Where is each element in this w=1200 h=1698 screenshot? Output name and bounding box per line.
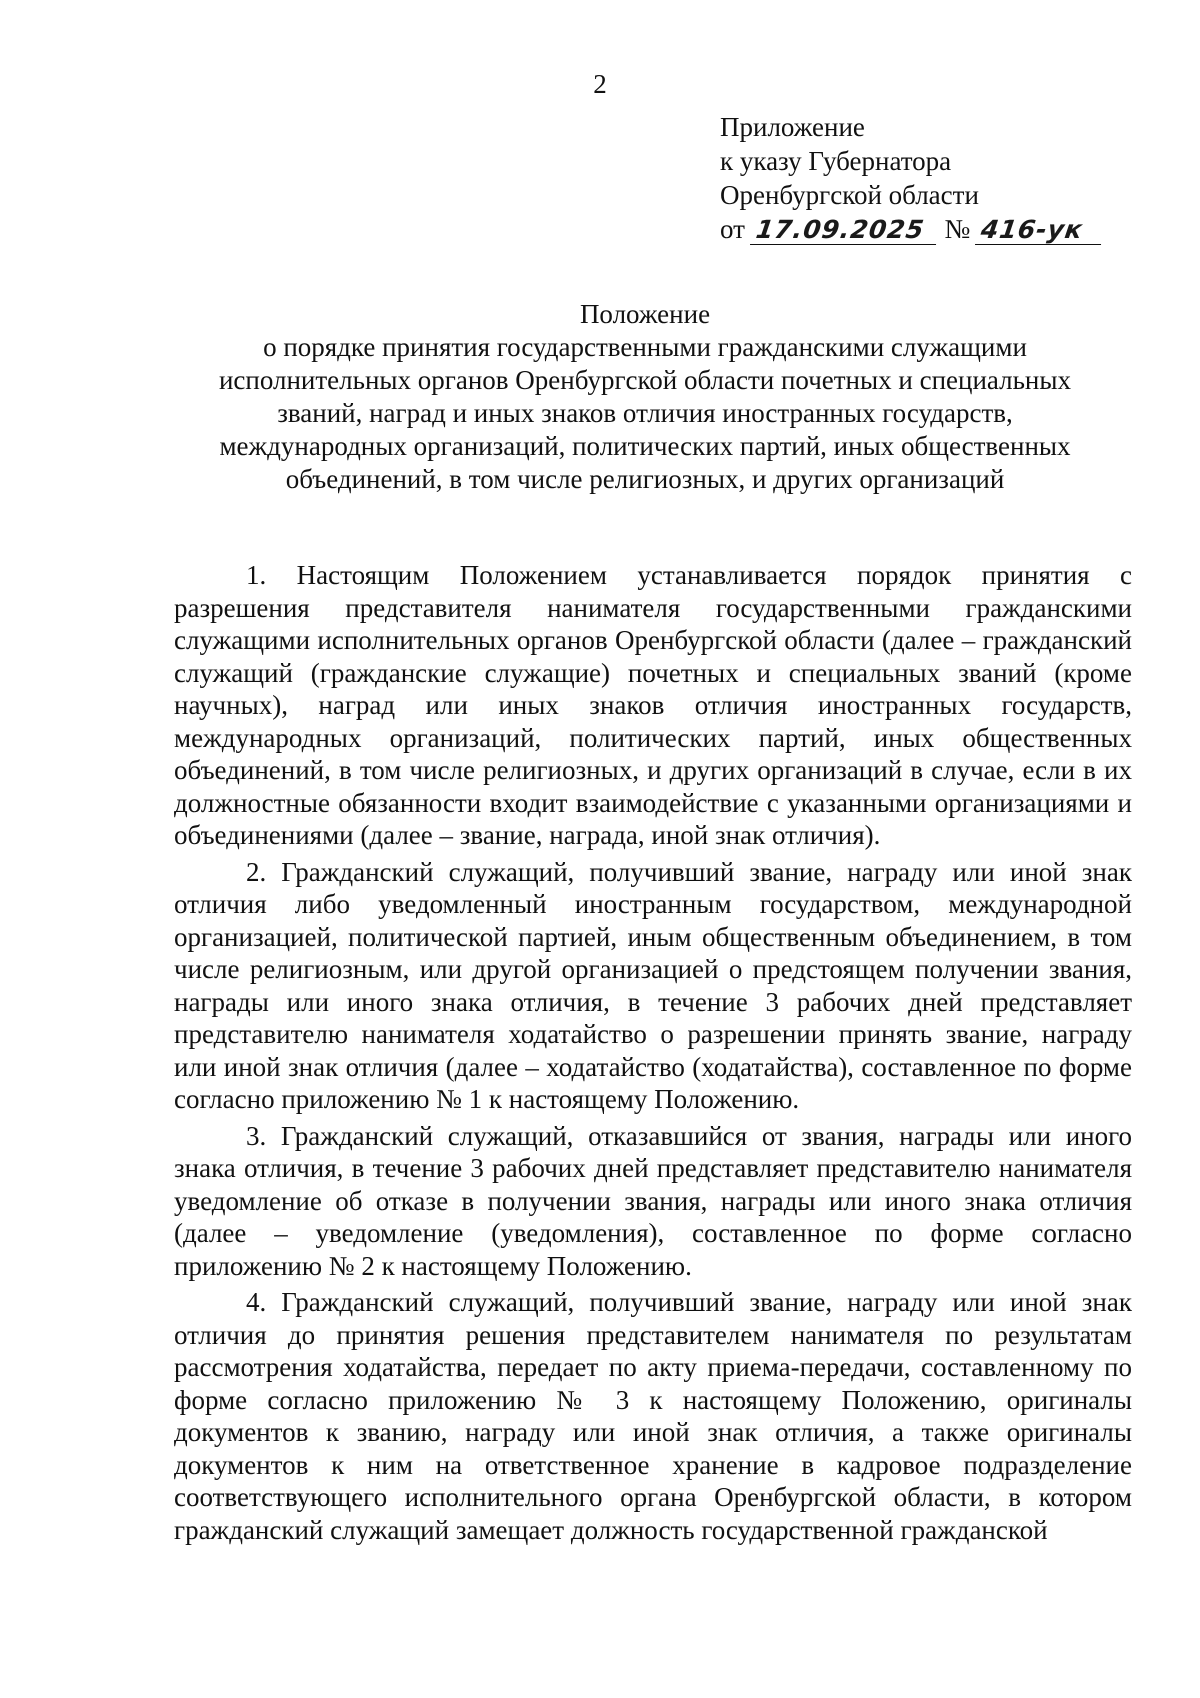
- paragraph-1: 1. Настоящим Положением устанавливается порядок принятия с разрешения представителя нанимателя государственными гражданскими служащими исполнительных органов Оренбургской области (далее – гражданский служащий (гражданские служащие) почетных и специальных званий (кроме научных), наград или иных знаков отличия иностранных государств, международных организаций, политических партий, иных общественных объединений, в том числе религиозных, и других организаций в случае, если в их должностные обязанности входит взаимодействие с указанными организациями и объединениями (далее – звание, награда, иной знак отличия).: [174, 560, 1132, 850]
- title-subtitle-line: о порядке принятия государственными гражданскими служащими: [263, 332, 1027, 362]
- document-title: [150, 298, 1140, 496]
- paragraph-3: 3. Гражданский служащий, отказавшийся от звания, награды или иного знака отличия, в течение 3 рабочих дней представляет представителю нанимателя уведомление об отказе в получении звания, награды или иного знака отличия (далее – уведомление (уведомления), составленное по форме согласно приложению № 2 к настоящему Положению.: [174, 1120, 1132, 1281]
- title-heading: Положение: [579, 299, 711, 329]
- handwritten-date: 17.09.2025: [750, 216, 940, 245]
- paragraph-4: 4. Гражданский служащий, получивший звание, награду или иной знак отличия до принятия решения представителем нанимателя по результатам рассмотрения ходатайства, передает по акту приема-передачи, составленному по форме согласно приложению № 3 к настоящему Положению, оригиналы документов к званию, награду или иной знак отличия, а также оригиналы документов к ним на ответственное хранение в кадровое подразделение соответствующего исполнительного органа Оренбургской области, в котором гражданский служащий замещает должность государственной гражданской: [174, 1287, 1132, 1545]
- date-prefix: от: [720, 214, 745, 244]
- paragraph-2: 2. Гражданский служащий, получивший звание, награду или иной знак отличия либо уведомленный иностранным государством, международной организацией, политической партией, иным общественным объединением, в том числе религиозным, или другой организацией о предстоящем получении звания, награды или иного знака отличия, в течение 3 рабочих дней представляет представителю нанимателя ходатайство о разрешении принять звание, награду или иной знак отличия (далее – ходатайство (ходатайства), составленное по форме согласно приложению № 1 к настоящему Положению.: [174, 856, 1132, 1114]
- appendix-date-number-line: [720, 212, 1103, 246]
- appendix-line-2: к указу Губернатора: [720, 146, 952, 176]
- appendix-line-1: Приложение: [720, 112, 865, 142]
- number-prefix: №: [944, 214, 971, 244]
- title-subtitle-line: объединений, в том числе религиозных, и других организаций: [285, 464, 1005, 494]
- appendix-line-3: Оренбургской области: [720, 180, 979, 210]
- page-number: 2: [593, 69, 607, 99]
- title-subtitle-line: международных организаций, политических партий, иных общественных: [219, 431, 1071, 461]
- handwritten-number: 416-ук: [975, 216, 1105, 245]
- title-subtitle-line: званий, наград и иных знаков отличия иностранных государств,: [277, 398, 1013, 428]
- document-body: [174, 559, 1132, 1550]
- title-subtitle-line: исполнительных органов Оренбургской области почетных и специальных: [218, 365, 1072, 395]
- appendix-block: [720, 110, 1103, 246]
